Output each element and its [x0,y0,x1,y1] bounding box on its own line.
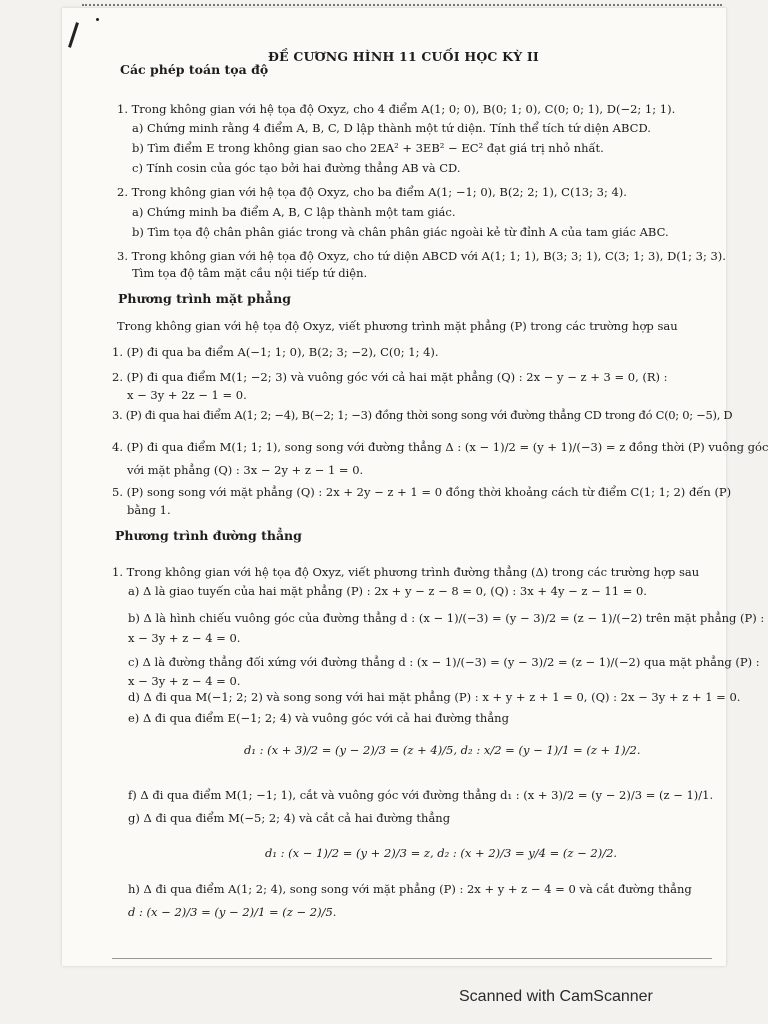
problem-line: 1. Trong không gian với hệ tọa độ Oxyz, viết phương trình đường thẳng (Δ) trong các trường hợp sau [112,565,700,579]
problem-line: x − 3y + 2z − 1 = 0. [127,388,247,402]
problem-line: b) Δ là hình chiếu vuông góc của đường thẳng d : (x − 1)/(−3) = (y − 3)/2 = (z − 1)/(−2) trên mặt phẳng (P) : [128,611,765,625]
problem-line: a) Chứng minh rằng 4 điểm A, B, C, D lập thành một tứ diện. Tính thể tích tứ diện ABCD. [132,121,651,135]
problem-line: c) Δ là đường thẳng đối xứng với đường thẳng d : (x − 1)/(−3) = (y − 3)/2 = (z − 1)/(−2) qua mặt phẳng (P) : [128,655,760,669]
equation-line: d : (x − 2)/3 = (y − 2)/1 = (z − 2)/5. [128,905,337,919]
problem-line: 1. (P) đi qua ba điểm A(−1; 1; 0), B(2; 3; −2), C(0; 1; 4). [112,345,439,359]
problem-line: 5. (P) song song với mặt phẳng (Q) : 2x + 2y − z + 1 = 0 đồng thời khoảng cách từ điểm C(1; 1; 2) đến (P) [112,485,732,499]
problem-line: 3. (P) đi qua hai điểm A(1; 2; −4), B(−2; 1; −3) đồng thời song song với đường thẳng CD trong đó C(0; 0; −5), D [112,408,733,422]
problem-line: e) Δ đi qua điểm E(−1; 2; 4) và vuông góc với cả hai đường thẳng [128,711,509,725]
problem-line: d) Δ đi qua M(−1; 2; 2) và song song với hai mặt phẳng (P) : x + y + z + 1 = 0, (Q) : 2x − 3y + z + 1 = 0. [128,690,741,704]
problem-line: 2. Trong không gian với hệ tọa độ Oxyz, cho ba điểm A(1; −1; 0), B(2; 2; 1), C(13; 3; 4). [117,185,627,199]
problem-line: 2. (P) đi qua điểm M(1; −2; 3) và vuông góc với cả hai mặt phẳng (Q) : 2x − y − z + 3 = 0, (R) : [112,370,668,384]
problem-line: b) Tìm điểm E trong không gian sao cho 2EA² + 3EB² − EC² đạt giá trị nhỏ nhất. [132,141,604,155]
problem-line: với mặt phẳng (Q) : 3x − 2y + z − 1 = 0. [127,463,364,477]
section-heading-planes: Phương trình mặt phẳng [118,291,291,306]
problem-line: bằng 1. [127,503,171,517]
equation-line: d₁ : (x + 3)/2 = (y − 2)/3 = (z + 4)/5, d₂ : x/2 = (y − 1)/1 = (z + 1)/2. [244,743,641,757]
section-heading-lines: Phương trình đường thẳng [115,528,302,543]
problem-line: c) Tính cosin của góc tạo bởi hai đường thẳng AB và CD. [132,161,461,175]
problem-line: a) Chứng minh ba điểm A, B, C lập thành một tam giác. [132,205,456,219]
problem-line: a) Δ là giao tuyến của hai mặt phẳng (P) : 2x + y − z − 8 = 0, (Q) : 3x + 4y − z − 11 = 0. [128,584,647,598]
equation-line: d₁ : (x − 1)/2 = (y + 2)/3 = z, d₂ : (x + 2)/3 = y/4 = (z − 2)/2. [265,846,618,860]
problem-line: Trong không gian với hệ tọa độ Oxyz, viết phương trình mặt phẳng (P) trong các trường hợp sau [117,319,678,333]
document-title: ĐỀ CƯƠNG HÌNH 11 CUỐI HỌC KỲ II [268,49,539,64]
problem-line: x − 3y + z − 4 = 0. [128,631,241,645]
problem-line: g) Δ đi qua điểm M(−5; 2; 4) và cắt cả hai đường thẳng [128,811,451,825]
top-edge-dots [82,4,722,10]
pen-dot [96,18,99,21]
page-bottom-rule [112,958,712,959]
problem-line: b) Tìm tọa độ chân phân giác trong và chân phân giác ngoài kẻ từ đỉnh A của tam giác ABC. [132,225,669,239]
problem-line: 3. Trong không gian với hệ tọa độ Oxyz, cho tứ diện ABCD với A(1; 1; 1), B(3; 3; 1), C(3; 1; 3), D(1; 3; 3). [117,249,726,263]
section-heading-coordinates: Các phép toán tọa độ [120,62,269,77]
problem-line: Tìm tọa độ tâm mặt cầu nội tiếp tứ diện. [132,266,368,280]
problem-line: h) Δ đi qua điểm A(1; 2; 4), song song với mặt phẳng (P) : 2x + y + z − 4 = 0 và cắt đường thẳng [128,882,692,896]
problem-line: 1. Trong không gian với hệ tọa độ Oxyz, cho 4 điểm A(1; 0; 0), B(0; 1; 0), C(0; 0; 1), D(−2; 1; 1). [117,102,676,116]
problem-line: f) Δ đi qua điểm M(1; −1; 1), cắt và vuông góc với đường thẳng d₁ : (x + 3)/2 = (y − 2)/3 = (z − 1)/1. [128,788,714,802]
problem-line: 4. (P) đi qua điểm M(1; 1; 1), song song với đường thẳng Δ : (x − 1)/2 = (y + 1)/(−3) = z đồng thời (P) vuông góc [112,440,768,454]
scanner-watermark: Scanned with CamScanner [459,988,653,1005]
problem-line: x − 3y + z − 4 = 0. [128,674,241,688]
